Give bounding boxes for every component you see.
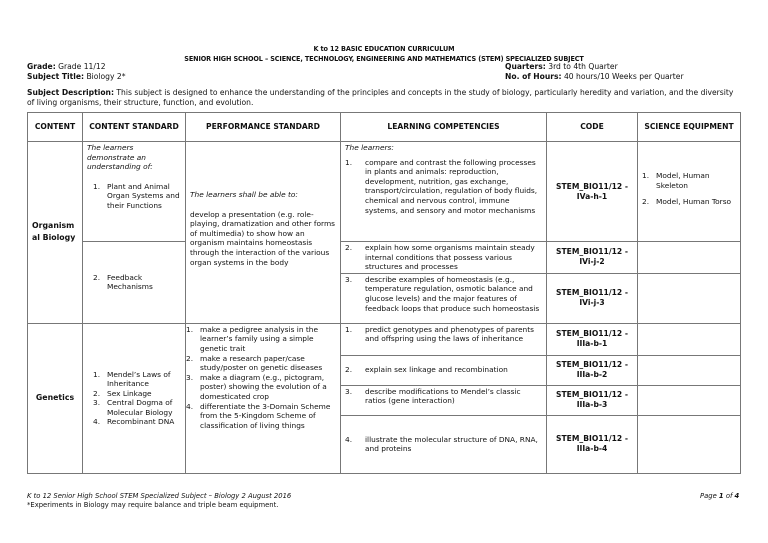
list-item: 1. Mendel’s Laws of Inheritance (93, 369, 171, 389)
meta-left (27, 62, 126, 82)
content-standard-intro: The learners demonstrate an understanding of: (87, 143, 153, 172)
competency-cell (341, 273, 547, 323)
content-standard-cell (83, 323, 186, 473)
competency-item: 2. explain sex linkage and recombination (345, 365, 508, 375)
quarters-value: 3rd to 4th Quarter (545, 62, 618, 71)
list-item: 2. Feedback Mechanisms (93, 272, 153, 292)
code-cell: STEM_BIO11/12 -IIIa-b-2 (547, 355, 638, 385)
competency-item: 4. illustrate the molecular structure of DNA, RNA, and proteins (345, 434, 538, 454)
code-cell: STEM_BIO11/12 -IIIa-b-1 (547, 323, 638, 355)
subject-description (27, 88, 742, 108)
col-header-science-equipment: SCIENCE EQUIPMENT (638, 113, 741, 142)
grade-value: Grade 11/12 (55, 62, 106, 71)
code-cell: STEM_BIO11/12 -IVi-j-3 (547, 273, 638, 323)
performance-item: 2. make a research paper/case study/poster on genetic diseases (186, 353, 323, 373)
col-header-content: CONTENT (28, 113, 83, 142)
performance-item: 3. make a diagram (e.g., pictogram, poster) showing the evolution of a domesticated crop (186, 372, 327, 401)
document-title (0, 44, 768, 64)
equipment-item: 1. Model, Human Skeleton (642, 171, 710, 190)
equipment-cell (638, 385, 741, 415)
competency-cell (341, 142, 547, 242)
competency-item: 3. describe examples of homeostasis (e.g., temperature regulation, osmotic balance and glucose levels) and the major features of feedback loops that produce such homeostasis (345, 274, 540, 313)
performance-item: 4. differentiate the 3-Domain Scheme from the 5-Kingdom Scheme of classification of living things (186, 401, 331, 430)
competency-intro: The learners: (345, 143, 394, 152)
equipment-cell (638, 355, 741, 385)
content-organismal-biology: Organismal Biology (28, 142, 83, 324)
description-text: This subject is designed to enhance the understanding of the principles and concepts in the study of biology, particularly heredity and variation, and the diversity of living organisms, their structure, function, and evolution. (27, 88, 734, 107)
content-genetics: Genetics (28, 323, 83, 473)
page-footer (27, 492, 291, 510)
competency-cell (341, 323, 547, 355)
competency-cell (341, 355, 547, 385)
equipment-cell (638, 323, 741, 355)
list-item: 4. Recombinant DNA (93, 417, 175, 427)
code-cell: STEM_BIO11/12 -IVa-h-1 (547, 142, 638, 242)
table-row (28, 242, 741, 274)
subject-label: Subject Title: (27, 72, 85, 81)
code-cell: STEM_BIO11/12 -IIIa-b-4 (547, 415, 638, 473)
list-item: 3. Central Dogma of Molecular Biology (93, 398, 173, 417)
performance-item: 1. make a pedigree analysis in the learner’s family using a simple genetic trait (186, 324, 319, 353)
list-item: 1. Plant and Animal Organ Systems and their Functions (93, 181, 180, 210)
grade-label: Grade: (27, 62, 56, 71)
equipment-item: 2. Model, Human Torso (642, 197, 732, 207)
performance-text: develop a presentation (e.g. role-playing, dramatization and other forms of multimedia) to show how an organism maintains homeostasis through the interaction of the various organ systems in the body (190, 209, 336, 267)
page-number: Page 1 of 4 (700, 492, 740, 500)
competency-cell (341, 242, 547, 274)
table-row (28, 142, 741, 242)
performance-intro: The learners shall be able to: (190, 190, 298, 199)
competency-cell (341, 415, 547, 473)
subject-value: Biology 2* (84, 72, 126, 81)
hours-value: 40 hours/10 Weeks per Quarter (561, 72, 684, 81)
table-row (28, 323, 741, 355)
col-header-learning-competencies: LEARNING COMPETENCIES (341, 113, 547, 142)
competency-cell (341, 385, 547, 415)
meta-right (505, 62, 684, 82)
description-label: Subject Description: (27, 88, 114, 97)
competency-item: 1. compare and contrast the following processes in plants and animals: reproduction, development, nutrition, gas exchange, transport/circulation, regulation of body fluids, chemical and nervous control, immune systems, and sensory and motor mechanisms (345, 157, 538, 215)
footer-doc-title: K to 12 Senior High School STEM Specialized Subject – Biology 2 August 2016 (27, 492, 292, 500)
footer-note: *Experiments in Biology may require balance and triple beam equipment. (27, 501, 279, 509)
competency-item: 2. explain how some organisms maintain steady internal conditions that possess various structures and processes (345, 243, 535, 272)
table-header-row (28, 113, 741, 142)
code-cell: STEM_BIO11/12 -IVi-j-2 (547, 242, 638, 274)
equipment-cell (638, 273, 741, 323)
competency-item: 3. describe modifications to Mendel’s classic ratios (gene interaction) (345, 386, 521, 406)
performance-standard-cell (186, 142, 341, 324)
hours-label: No. of Hours: (505, 72, 562, 81)
list-item: 2. Sex Linkage (93, 388, 152, 398)
col-header-code: CODE (547, 113, 638, 142)
col-header-performance-standard: PERFORMANCE STANDARD (186, 113, 341, 142)
equipment-cell (638, 242, 741, 274)
curriculum-table (27, 112, 741, 474)
equipment-cell (638, 142, 741, 242)
title-line-1: K to 12 BASIC EDUCATION CURRICULUM (313, 44, 455, 53)
code-cell: STEM_BIO11/12 -IIIa-b-3 (547, 385, 638, 415)
content-standard-cell (83, 142, 186, 242)
performance-standard-cell (186, 323, 341, 473)
col-header-content-standard: CONTENT STANDARD (83, 113, 186, 142)
equipment-cell (638, 415, 741, 473)
competency-item: 1. predict genotypes and phenotypes of parents and offspring using the laws of inheritance (345, 324, 534, 344)
quarters-label: Quarters: (505, 62, 546, 71)
title-line-2: SENIOR HIGH SCHOOL – SCIENCE, TECHNOLOGY, ENGINEERING AND MATHEMATICS (STEM) SPECIALIZED SUBJECT (184, 54, 584, 63)
content-standard-cell (83, 242, 186, 324)
